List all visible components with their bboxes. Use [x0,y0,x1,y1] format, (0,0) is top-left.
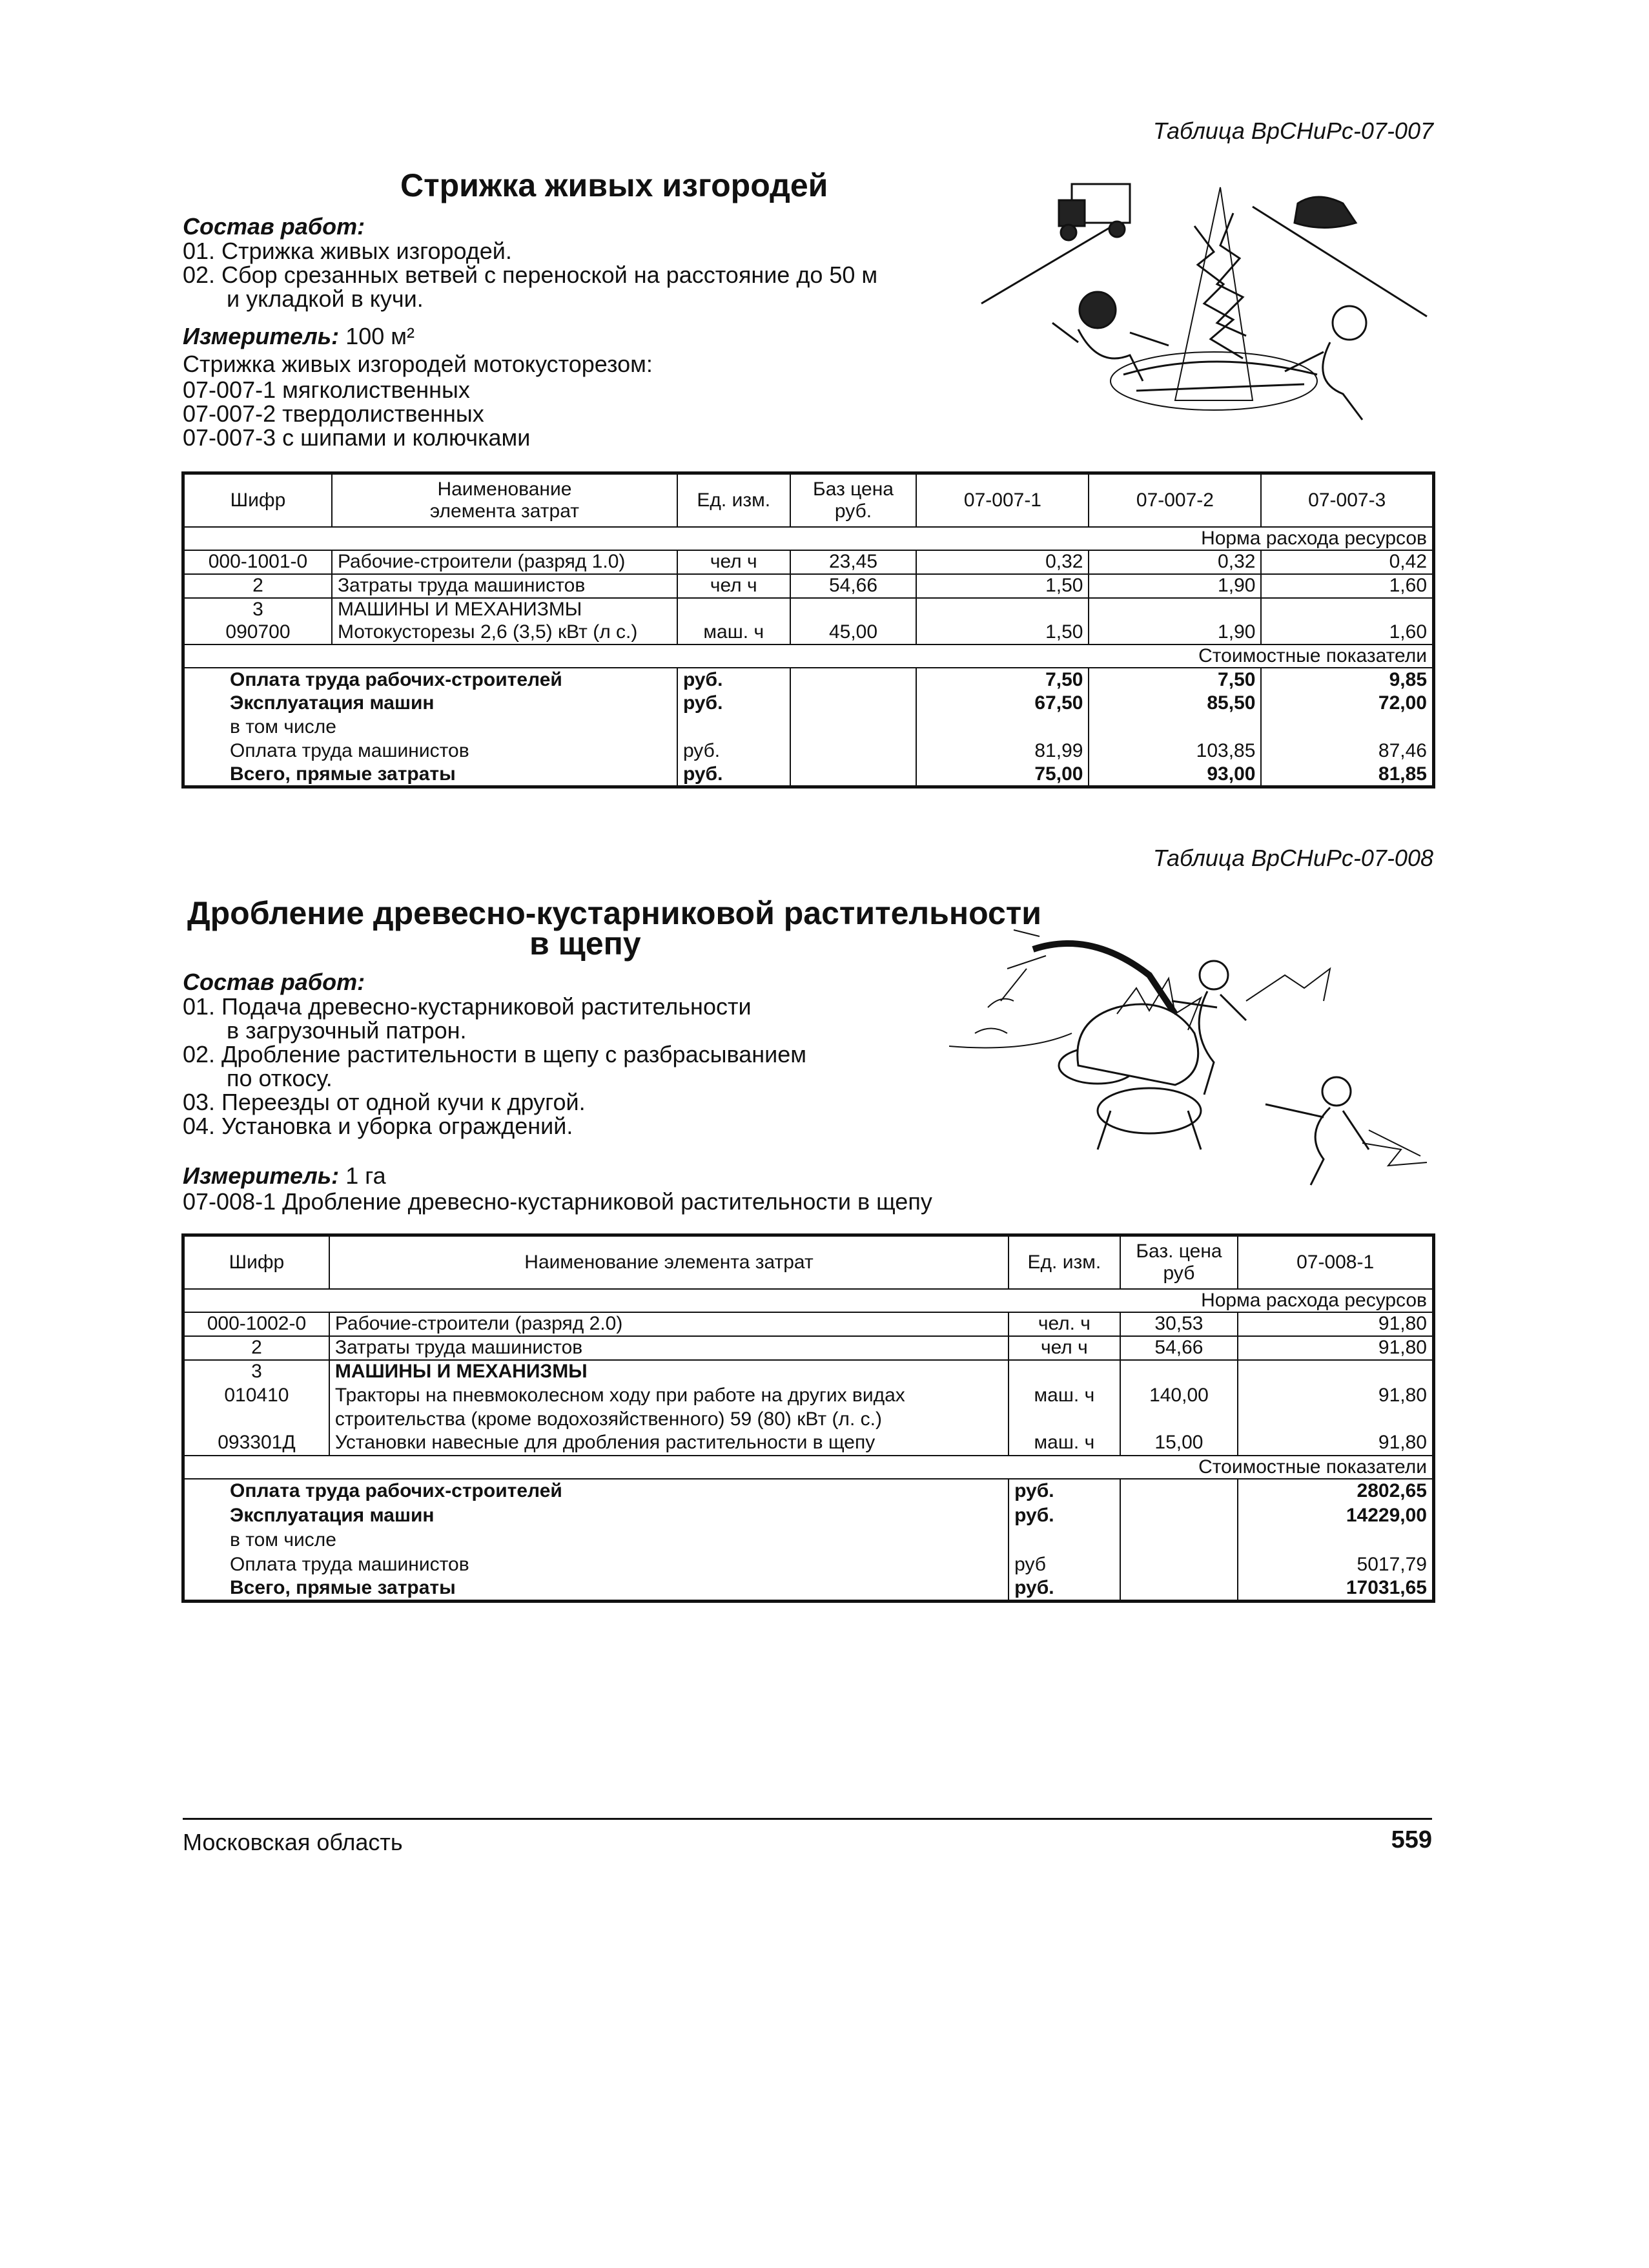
cost-line: Оплата труда рабочих-строителей руб. 2802,65 [183,1479,1434,1503]
header-unit: Ед. изм. [677,473,790,527]
intro-text-1: Стрижка живых изгородей мотокусторезом: [183,351,653,377]
header-col-1: 07-008-1 [1238,1235,1433,1289]
table-caption-1: Таблица ВрСНиРс-07-007 [1152,118,1433,144]
table-row: 2 Затраты труда машинистов чел ч 54,66 1,50 1,90 1,60 [183,574,1434,598]
wood-chipper-illustration [949,911,1440,1195]
measure-1 [183,323,415,350]
step-line: по откосу. [227,1065,333,1091]
page-number: 559 [1391,1826,1432,1853]
table-row: 2 Затраты труда машинистов чел ч 54,66 91,80 [183,1336,1434,1360]
header-code: Шифр [183,473,332,527]
steps-list-1 [183,239,958,311]
measure-label: Измеритель: [183,1162,340,1189]
measure-value: 100 м² [345,323,415,349]
norm-label: Норма расхода ресурсов [183,1289,1434,1312]
table-row: 090700 Мотокусторезы 2,6 (3,5) кВт (л с.) маш. ч 45,00 1,50 1,90 1,60 [183,621,1434,644]
composition-label-2: Состав работ: [183,969,365,995]
cost-line: Всего, прямые затраты руб. 17031,65 [183,1577,1434,1602]
footer-region: Московская область [183,1829,403,1855]
table-row: 010410 Тракторы на пневмоколесном ходу при работе на других видах маш. ч 140,00 91,80 [183,1383,1434,1408]
table-row: 3 МАШИНЫ И МЕХАНИЗМЫ [183,1360,1434,1383]
table-row: строительства (кроме водохозяйственного) 59 (80) кВт (л. с.) [183,1408,1434,1431]
table-row: 3 МАШИНЫ И МЕХАНИЗМЫ [183,598,1434,621]
section-title-2-line-1: Дробление древесно-кустарниковой растительности [187,895,1042,931]
table-header-row [183,1235,1434,1289]
header-col-1: 07-007-1 [916,473,1089,527]
table-row: 093301Д Установки навесные для дробления растительности в щепу маш. ч 15,00 91,80 [183,1431,1434,1456]
header-price: Баз цена руб. [790,473,917,527]
step-line: 04. Установка и уборка ограждений. [183,1113,573,1139]
header-col-3: 07-007-3 [1261,473,1433,527]
norm-label: Норма расхода ресурсов [183,527,1434,550]
cost-line: Всего, прямые затраты руб. 75,00 93,00 81,85 [183,763,1434,787]
cost-line: Оплата труда машинистов руб 5017,79 [183,1552,1434,1577]
steps-list-2 [183,995,958,1138]
table-row: 000-1001-0 Рабочие-строители (разряд 1.0) чел ч 23,45 0,32 0,32 0,42 [183,550,1434,574]
step-line: 01. Стрижка живых изгородей. [183,238,512,264]
hedge-trimming-illustration [962,168,1440,439]
step-line: 02. Сбор срезанных ветвей с переноской на расстояние до 50 м [183,262,878,288]
variant-line: 07-007-2 твердолиственных [183,400,484,427]
table-row: 000-1002-0 Рабочие-строители (разряд 2.0) чел. ч 30,53 91,80 [183,1312,1434,1336]
cost-label: Стоимостные показатели [183,644,1434,668]
cost-line: Оплата труда машинистов руб. 81,99 103,85 87,46 [183,739,1434,763]
header-price: Баз. цена руб [1120,1235,1238,1289]
header-col-2: 07-007-2 [1089,473,1261,527]
resource-table-1 [181,471,1435,789]
resource-table-2 [181,1233,1435,1603]
table-header-row [183,473,1434,527]
table-caption-2: Таблица ВрСНиРс-07-008 [1152,845,1433,871]
cost-row [183,1456,1434,1479]
norm-row [183,1289,1434,1312]
cost-row [183,644,1434,668]
section-title-2-line-2: в щепу [529,925,641,962]
step-line: в загрузочный патрон. [227,1017,467,1044]
cost-line: Эксплуатация машин руб. 67,50 85,50 72,00 [183,692,1434,716]
footer-divider [183,1818,1432,1820]
variant-line: 07-007-1 мягколиственных [183,376,470,403]
norm-row [183,527,1434,550]
header-name: Наименование элемента затрат [329,1235,1009,1289]
cost-line: Оплата труда рабочих-строителей руб. 7,50 7,50 9,85 [183,668,1434,692]
step-line: и укладкой в кучи. [227,285,424,312]
cost-label: Стоимостные показатели [183,1456,1434,1479]
cost-line: в том числе [183,1528,1434,1552]
cost-line: Эксплуатация машин руб. 14229,00 [183,1503,1434,1528]
variant-line: 07-007-3 с шипами и колючками [183,424,531,451]
section-title-1: Стрижка живых изгородей [400,167,828,203]
variants-list-1 [183,378,530,449]
measure-value: 1 га [345,1162,386,1189]
header-unit: Ед. изм. [1009,1235,1120,1289]
composition-label-1: Состав работ: [183,213,365,240]
header-code: Шифр [183,1235,329,1289]
variant-line-2: 07-008-1 Дробление древесно-кустарниковой растительности в щепу [183,1188,932,1215]
step-line: 02. Дробление растительности в щепу с разбрасыванием [183,1041,806,1067]
header-name: Наименование элемента затрат [332,473,677,527]
cost-line: в том числе [183,716,1434,739]
measure-2 [183,1162,386,1190]
measure-label: Измеритель: [183,323,340,349]
step-line: 03. Переезды от одной кучи к другой. [183,1089,586,1115]
step-line: 01. Подача древесно-кустарниковой растительности [183,993,752,1020]
